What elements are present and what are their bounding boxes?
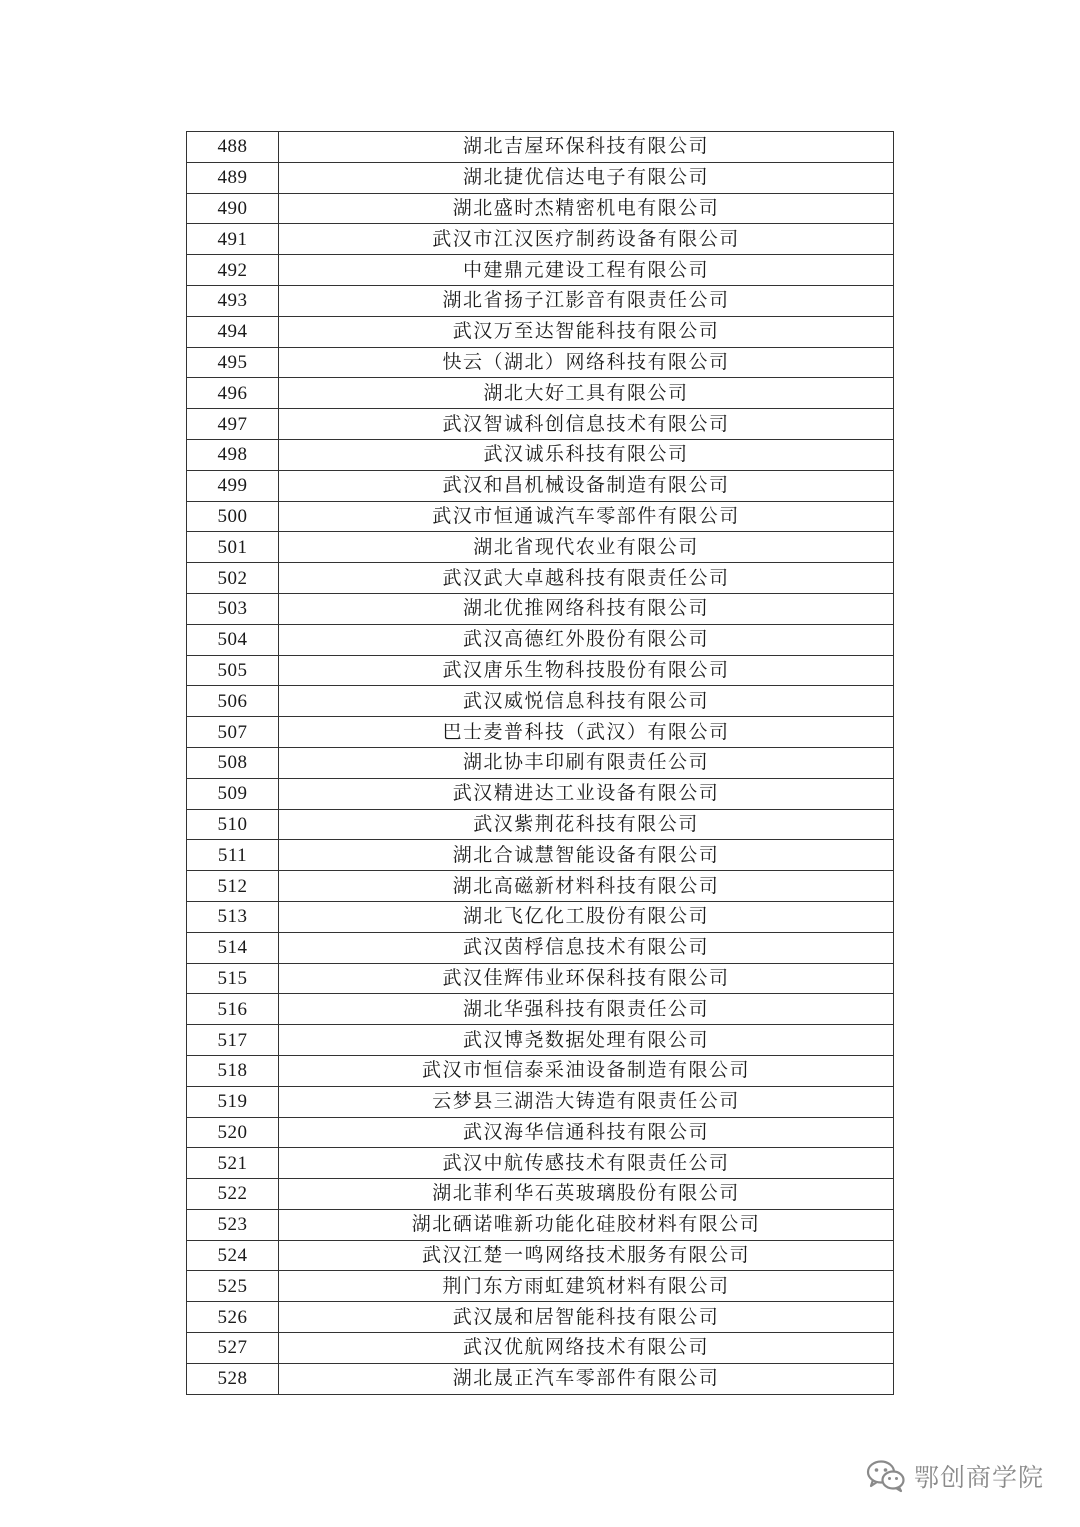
company-name-cell: 武汉武大卓越科技有限责任公司 xyxy=(279,563,894,594)
table-row xyxy=(187,840,894,871)
company-name-cell: 武汉博尧数据处理有限公司 xyxy=(279,1025,894,1056)
row-number-cell: 516 xyxy=(187,994,279,1025)
company-name-cell: 武汉佳辉伟业环保科技有限公司 xyxy=(279,963,894,994)
row-number-cell: 490 xyxy=(187,193,279,224)
company-list-table xyxy=(186,131,894,1395)
table-row xyxy=(187,501,894,532)
row-number-cell: 508 xyxy=(187,747,279,778)
row-number-cell: 497 xyxy=(187,409,279,440)
company-name-cell: 湖北华强科技有限责任公司 xyxy=(279,994,894,1025)
company-name-cell: 湖北合诚慧智能设备有限公司 xyxy=(279,840,894,871)
company-name-cell: 武汉茵桴信息技术有限公司 xyxy=(279,932,894,963)
company-name-cell: 湖北晟正汽车零部件有限公司 xyxy=(279,1363,894,1394)
watermark xyxy=(866,1458,1044,1494)
row-number-cell: 509 xyxy=(187,778,279,809)
table-row xyxy=(187,1271,894,1302)
row-number-cell: 512 xyxy=(187,871,279,902)
company-name-cell: 湖北优推网络科技有限公司 xyxy=(279,593,894,624)
company-name-cell: 武汉市恒通诚汽车零部件有限公司 xyxy=(279,501,894,532)
table-row xyxy=(187,1117,894,1148)
company-name-cell: 武汉精进达工业设备有限公司 xyxy=(279,778,894,809)
row-number-cell: 526 xyxy=(187,1302,279,1333)
row-number-cell: 513 xyxy=(187,901,279,932)
table-row xyxy=(187,1179,894,1210)
company-name-cell: 武汉诚乐科技有限公司 xyxy=(279,439,894,470)
table-row xyxy=(187,255,894,286)
table-row xyxy=(187,593,894,624)
table-row xyxy=(187,871,894,902)
table-row xyxy=(187,963,894,994)
row-number-cell: 520 xyxy=(187,1117,279,1148)
table-row xyxy=(187,316,894,347)
table-row xyxy=(187,1333,894,1364)
row-number-cell: 495 xyxy=(187,347,279,378)
row-number-cell: 525 xyxy=(187,1271,279,1302)
table-row xyxy=(187,994,894,1025)
row-number-cell: 528 xyxy=(187,1363,279,1394)
row-number-cell: 519 xyxy=(187,1086,279,1117)
table-row xyxy=(187,132,894,163)
row-number-cell: 523 xyxy=(187,1209,279,1240)
table-row xyxy=(187,224,894,255)
row-number-cell: 511 xyxy=(187,840,279,871)
table-row xyxy=(187,1055,894,1086)
row-number-cell: 507 xyxy=(187,717,279,748)
company-name-cell: 湖北省扬子江影音有限责任公司 xyxy=(279,285,894,316)
table-row xyxy=(187,439,894,470)
table-row xyxy=(187,901,894,932)
row-number-cell: 489 xyxy=(187,162,279,193)
row-number-cell: 491 xyxy=(187,224,279,255)
table-row xyxy=(187,809,894,840)
table-row xyxy=(187,193,894,224)
company-name-cell: 中建鼎元建设工程有限公司 xyxy=(279,255,894,286)
row-number-cell: 527 xyxy=(187,1333,279,1364)
table-row xyxy=(187,747,894,778)
company-name-cell: 荆门东方雨虹建筑材料有限公司 xyxy=(279,1271,894,1302)
company-name-cell: 武汉高德红外股份有限公司 xyxy=(279,624,894,655)
row-number-cell: 506 xyxy=(187,686,279,717)
table-row xyxy=(187,378,894,409)
row-number-cell: 503 xyxy=(187,593,279,624)
company-name-cell: 云梦县三湖浩大铸造有限责任公司 xyxy=(279,1086,894,1117)
table-row xyxy=(187,285,894,316)
row-number-cell: 488 xyxy=(187,132,279,163)
table-row xyxy=(187,1086,894,1117)
table-row xyxy=(187,686,894,717)
company-name-cell: 武汉万至达智能科技有限公司 xyxy=(279,316,894,347)
table-row xyxy=(187,1240,894,1271)
row-number-cell: 521 xyxy=(187,1148,279,1179)
company-name-cell: 武汉晟和居智能科技有限公司 xyxy=(279,1302,894,1333)
company-name-cell: 湖北大好工具有限公司 xyxy=(279,378,894,409)
row-number-cell: 524 xyxy=(187,1240,279,1271)
row-number-cell: 501 xyxy=(187,532,279,563)
row-number-cell: 505 xyxy=(187,655,279,686)
table-row xyxy=(187,932,894,963)
row-number-cell: 499 xyxy=(187,470,279,501)
table-row xyxy=(187,1025,894,1056)
company-name-cell: 湖北高磁新材料科技有限公司 xyxy=(279,871,894,902)
row-number-cell: 517 xyxy=(187,1025,279,1056)
company-name-cell: 武汉威悦信息科技有限公司 xyxy=(279,686,894,717)
row-number-cell: 504 xyxy=(187,624,279,655)
row-number-cell: 510 xyxy=(187,809,279,840)
company-name-cell: 快云（湖北）网络科技有限公司 xyxy=(279,347,894,378)
table-row xyxy=(187,532,894,563)
row-number-cell: 515 xyxy=(187,963,279,994)
row-number-cell: 498 xyxy=(187,439,279,470)
company-name-cell: 武汉江楚一鸣网络技术服务有限公司 xyxy=(279,1240,894,1271)
table-row xyxy=(187,778,894,809)
table-row xyxy=(187,1302,894,1333)
row-number-cell: 502 xyxy=(187,563,279,594)
company-name-cell: 湖北捷优信达电子有限公司 xyxy=(279,162,894,193)
table-row xyxy=(187,717,894,748)
company-name-cell: 湖北菲利华石英玻璃股份有限公司 xyxy=(279,1179,894,1210)
company-name-cell: 湖北协丰印刷有限责任公司 xyxy=(279,747,894,778)
company-name-cell: 湖北省现代农业有限公司 xyxy=(279,532,894,563)
company-name-cell: 巴士麦普科技（武汉）有限公司 xyxy=(279,717,894,748)
company-name-cell: 湖北飞亿化工股份有限公司 xyxy=(279,901,894,932)
table-row xyxy=(187,162,894,193)
company-list-body xyxy=(187,132,894,1395)
row-number-cell: 522 xyxy=(187,1179,279,1210)
table-row xyxy=(187,655,894,686)
row-number-cell: 492 xyxy=(187,255,279,286)
company-name-cell: 武汉市恒信泰采油设备制造有限公司 xyxy=(279,1055,894,1086)
company-name-cell: 湖北吉屋环保科技有限公司 xyxy=(279,132,894,163)
company-name-cell: 武汉紫荆花科技有限公司 xyxy=(279,809,894,840)
row-number-cell: 494 xyxy=(187,316,279,347)
table-row xyxy=(187,347,894,378)
table-row xyxy=(187,1209,894,1240)
watermark-text: 鄂创商学院 xyxy=(913,1463,1044,1492)
company-name-cell: 武汉海华信通科技有限公司 xyxy=(279,1117,894,1148)
table-row xyxy=(187,1148,894,1179)
table-row xyxy=(187,563,894,594)
row-number-cell: 496 xyxy=(187,378,279,409)
row-number-cell: 493 xyxy=(187,285,279,316)
table-row xyxy=(187,624,894,655)
row-number-cell: 518 xyxy=(187,1055,279,1086)
company-name-cell: 湖北硒诺唯新功能化硅胶材料有限公司 xyxy=(279,1209,894,1240)
table-row xyxy=(187,470,894,501)
company-name-cell: 武汉和昌机械设备制造有限公司 xyxy=(279,470,894,501)
company-name-cell: 武汉唐乐生物科技股份有限公司 xyxy=(279,655,894,686)
wechat-icon xyxy=(866,1459,906,1493)
row-number-cell: 514 xyxy=(187,932,279,963)
row-number-cell: 500 xyxy=(187,501,279,532)
company-name-cell: 湖北盛时杰精密机电有限公司 xyxy=(279,193,894,224)
table-row xyxy=(187,1363,894,1394)
company-name-cell: 武汉市江汉医疗制药设备有限公司 xyxy=(279,224,894,255)
company-name-cell: 武汉优航网络技术有限公司 xyxy=(279,1333,894,1364)
table-row xyxy=(187,409,894,440)
company-name-cell: 武汉中航传感技术有限责任公司 xyxy=(279,1148,894,1179)
company-name-cell: 武汉智诚科创信息技术有限公司 xyxy=(279,409,894,440)
